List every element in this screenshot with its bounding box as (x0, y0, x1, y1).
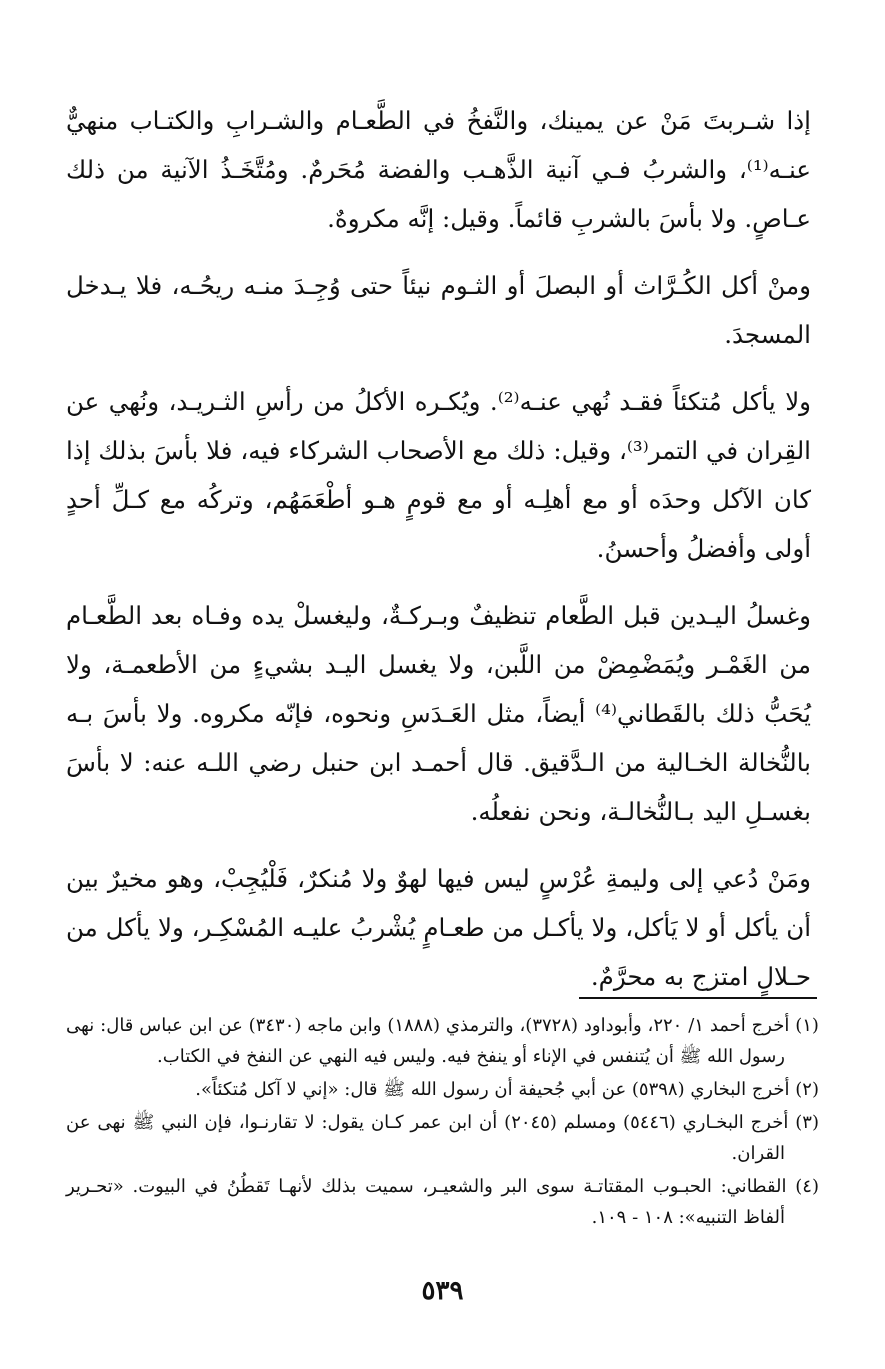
footnote-divider (579, 997, 817, 999)
footnote-2: (٢) أخرج البخاري (٥٣٩٨) عن أبي جُحيفة أن رسول الله ﷺ قال: «إني لا آكل مُتكئاً». (195, 1079, 819, 1100)
paragraph-washing-hands: وغسلُ اليـدين قبل الطَّعام تنظيفٌ وبـركـةٌ، وليغسلْ يده وفـاه بعد الطَّعـام من الغَمْـر ويُمَضْمِضْ من اللَّبن، ولا يغسل اليـد بشيءٍ من الأطعمـة، ولا يُحَبُّ ذلك بالقَطاني⁽⁴⁾ أيضاً، مثل العَـدَسِ ونحوه، فإنّه مكروه. ولا بأسَ بـه بالنُّخالة الخـالية من الـدَّقيق. قال أحمـد ابن حنبل رضي اللـه عنه: لا بأسَ بغسـلِ اليد بـالنُّخالـة، ونحن نفعلُه. (66, 601, 811, 826)
paragraph-leeks-onions: ومنْ أكل الكُـرَّاث أو البصلَ أو الثـوم نيئاً حتى وُجِـدَ منـه ريحُـه، فلا يـدخل المسجدَ. (66, 271, 811, 349)
footnotes (66, 1010, 819, 1235)
paragraph-reclining: ولا يأكل مُتكئاً فقـد نُهي عنـه⁽²⁾. ويُكـره الأكلُ من رأسِ الثـريـد، ونُهي عن القِران في التمر⁽³⁾، وقيل: ذلك مع الأصحاب الشركاء فيه، فلا بأسَ بذلك إذا كان الآكل وحدَه أو مع أهلِـه أو مع قومٍ هـو أطْعَمَهُم، وتركُه مع كـلِّ أحدٍ أولى وأفضلُ وأحسنُ. (66, 387, 812, 563)
footnote-3: (٣) أخرج البخـاري (٥٤٤٦) ومسلم (٢٠٤٥) أن ابن عمر كـان يقول: لا تقارنـوا، فإن النبي ﷺ نهى عن القران. (66, 1112, 819, 1164)
main-text (66, 96, 811, 1001)
footnote-4: (٤) القطاني: الحبـوب المقتاتـة سوى البر والشعيـر، سميت بذلك لأنهـا تَقطُنُ في البيوت. «تحـرير ألفاظ التنبيه»: ١٠٨ - ١٠٩. (66, 1176, 819, 1228)
paragraph-drinking: إذا شـربتَ مَنْ عن يمينك، والنَّفخُ في الطَّعـام والشـرابِ والكتـاب منهيٌّ عنـه⁽¹⁾، والشربُ فـي آنية الذَّهـب والفضة مُحَرمٌ. ومُتَّخَـذُ الآنية من ذلك عـاصٍ. ولا بأسَ بالشربِ قائماً. وقيل: إنَّه مكروهٌ. (66, 106, 811, 233)
paragraph-wedding-feast: ومَنْ دُعي إلى وليمةِ عُرْسٍ ليس فيها لهوٌ ولا مُنكرٌ، فَلْيُجِبْ، وهو مخيرٌ بين أن يأكل أو لا يَأكل، ولا يأكـل من طعـامٍ يُشْربُ عليـه المُسْكِـر، ولا يأكل من حـلالٍ امتزج به محرَّمٌ. (66, 864, 811, 991)
page-number: ٥٣٩ (421, 1276, 464, 1306)
footnote-1: (١) أخرج أحمد ١/ ٢٢٠، وأبوداود (٣٧٢٨)، والترمذي (١٨٨٨) وابن ماجه (٣٤٣٠) عن ابن عباس قال: نهى رسول الله ﷺ أن يُتنفس في الإناء أو ينفخ فيه. وليس فيه النهي عن النفخ في الكتاب. (66, 1015, 819, 1067)
